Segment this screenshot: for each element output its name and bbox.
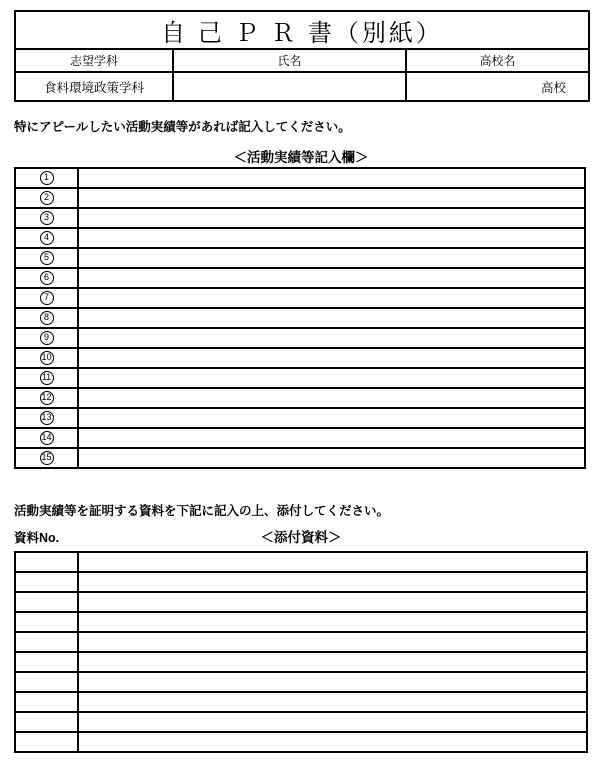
attachment-no-cell xyxy=(15,612,78,632)
activity-row xyxy=(15,268,585,288)
attachment-desc-cell xyxy=(78,612,587,632)
attachment-desc-cell xyxy=(78,712,587,732)
activity-row xyxy=(15,348,585,368)
attachment-row xyxy=(15,592,587,612)
attachment-desc-cell xyxy=(78,552,587,572)
activity-row xyxy=(15,448,585,468)
activity-value-cell xyxy=(78,228,585,248)
activity-number-cell xyxy=(15,288,78,308)
attachment-row xyxy=(15,632,587,652)
header-table xyxy=(14,10,590,102)
attachment-row xyxy=(15,732,587,752)
activity-value-cell xyxy=(78,328,585,348)
activity-table xyxy=(14,167,586,469)
circled-number: 2 xyxy=(40,191,54,205)
circled-number: 14 xyxy=(40,431,54,445)
attachment-no-cell xyxy=(15,632,78,652)
attachment-desc-cell xyxy=(78,592,587,612)
activity-instruction: 特にアピールしたい活動実績等があれば記入してください。 xyxy=(14,120,351,134)
header-label-row xyxy=(15,49,589,72)
circled-number: 4 xyxy=(40,231,54,245)
activity-number-cell xyxy=(15,168,78,188)
activity-row xyxy=(15,168,585,188)
header-value-row xyxy=(15,72,589,101)
label-desired-department: 志望学科 xyxy=(15,49,173,72)
activity-number-cell xyxy=(15,208,78,228)
attachment-no-cell xyxy=(15,592,78,612)
circled-number: 12 xyxy=(40,391,54,405)
activity-table-heading: ＜活動実績等記入欄＞ xyxy=(233,150,369,165)
attachment-no-cell xyxy=(15,712,78,732)
activity-number-cell xyxy=(15,268,78,288)
attachment-table xyxy=(14,551,588,753)
attachment-row xyxy=(15,572,587,592)
circled-number: 5 xyxy=(40,251,54,265)
attachment-no-cell xyxy=(15,572,78,592)
circled-number: 10 xyxy=(40,351,54,365)
value-desired-department: 食料環境政策学科 xyxy=(15,72,173,101)
circled-number: 13 xyxy=(40,411,54,425)
attachment-no-cell xyxy=(15,552,78,572)
attachment-desc-cell xyxy=(78,692,587,712)
activity-number-cell xyxy=(15,388,78,408)
activity-number-cell xyxy=(15,188,78,208)
attachment-table-heading: ＜添付資料＞ xyxy=(260,530,342,545)
attachment-row xyxy=(15,612,587,632)
activity-number-cell xyxy=(15,328,78,348)
activity-row xyxy=(15,388,585,408)
attachment-no-cell xyxy=(15,692,78,712)
activity-value-cell xyxy=(78,248,585,268)
attachment-table-body xyxy=(15,552,587,752)
circled-number: 7 xyxy=(40,291,54,305)
activity-value-cell xyxy=(78,308,585,328)
activity-row xyxy=(15,228,585,248)
circled-number: 6 xyxy=(40,271,54,285)
activity-value-cell xyxy=(78,168,585,188)
circled-number: 3 xyxy=(40,211,54,225)
activity-row xyxy=(15,368,585,388)
activity-row xyxy=(15,308,585,328)
activity-number-cell xyxy=(15,428,78,448)
attachment-row xyxy=(15,652,587,672)
attachment-desc-cell xyxy=(78,572,587,592)
activity-row xyxy=(15,208,585,228)
attachment-no-cell xyxy=(15,652,78,672)
activity-number-cell xyxy=(15,368,78,388)
attachment-no-cell xyxy=(15,672,78,692)
activity-row xyxy=(15,288,585,308)
activity-number-cell xyxy=(15,448,78,468)
activity-number-cell xyxy=(15,248,78,268)
activity-value-cell xyxy=(78,368,585,388)
activity-value-cell xyxy=(78,408,585,428)
attachment-row xyxy=(15,712,587,732)
activity-value-cell xyxy=(78,208,585,228)
activity-value-cell xyxy=(78,448,585,468)
attachment-row xyxy=(15,692,587,712)
doc-no-label: 資料No. xyxy=(14,531,60,545)
label-highschool-name: 高校名 xyxy=(406,49,589,72)
attachment-desc-cell xyxy=(78,652,587,672)
circled-number: 1 xyxy=(40,171,54,185)
activity-value-cell xyxy=(78,348,585,368)
activity-row xyxy=(15,248,585,268)
activity-row xyxy=(15,328,585,348)
activity-table-body xyxy=(15,168,585,468)
attachment-desc-cell xyxy=(78,672,587,692)
attachment-instruction: 活動実績等を証明する資料を下記に記入の上、添付してください。 xyxy=(14,504,390,518)
activity-row xyxy=(15,408,585,428)
attachment-no-cell xyxy=(15,732,78,752)
activity-number-cell xyxy=(15,348,78,368)
activity-value-cell xyxy=(78,268,585,288)
attachment-desc-cell xyxy=(78,632,587,652)
circled-number: 8 xyxy=(40,311,54,325)
activity-value-cell xyxy=(78,388,585,408)
attachment-row xyxy=(15,552,587,572)
activity-number-cell xyxy=(15,228,78,248)
activity-value-cell xyxy=(78,428,585,448)
circled-number: 9 xyxy=(40,331,54,345)
value-full-name-cell xyxy=(173,72,406,101)
activity-number-cell xyxy=(15,408,78,428)
circled-number: 15 xyxy=(40,451,54,465)
activity-value-cell xyxy=(78,188,585,208)
attachment-row xyxy=(15,672,587,692)
activity-number-cell xyxy=(15,308,78,328)
activity-row xyxy=(15,428,585,448)
label-full-name: 氏名 xyxy=(173,49,406,72)
attachment-desc-cell xyxy=(78,732,587,752)
activity-value-cell xyxy=(78,288,585,308)
circled-number: 11 xyxy=(40,371,54,385)
page-title: 自 己 Ｐ Ｒ 書（別紙） xyxy=(15,11,589,49)
value-highschool-cell: 高校 xyxy=(406,72,589,101)
activity-row xyxy=(15,188,585,208)
title-row xyxy=(15,11,589,49)
